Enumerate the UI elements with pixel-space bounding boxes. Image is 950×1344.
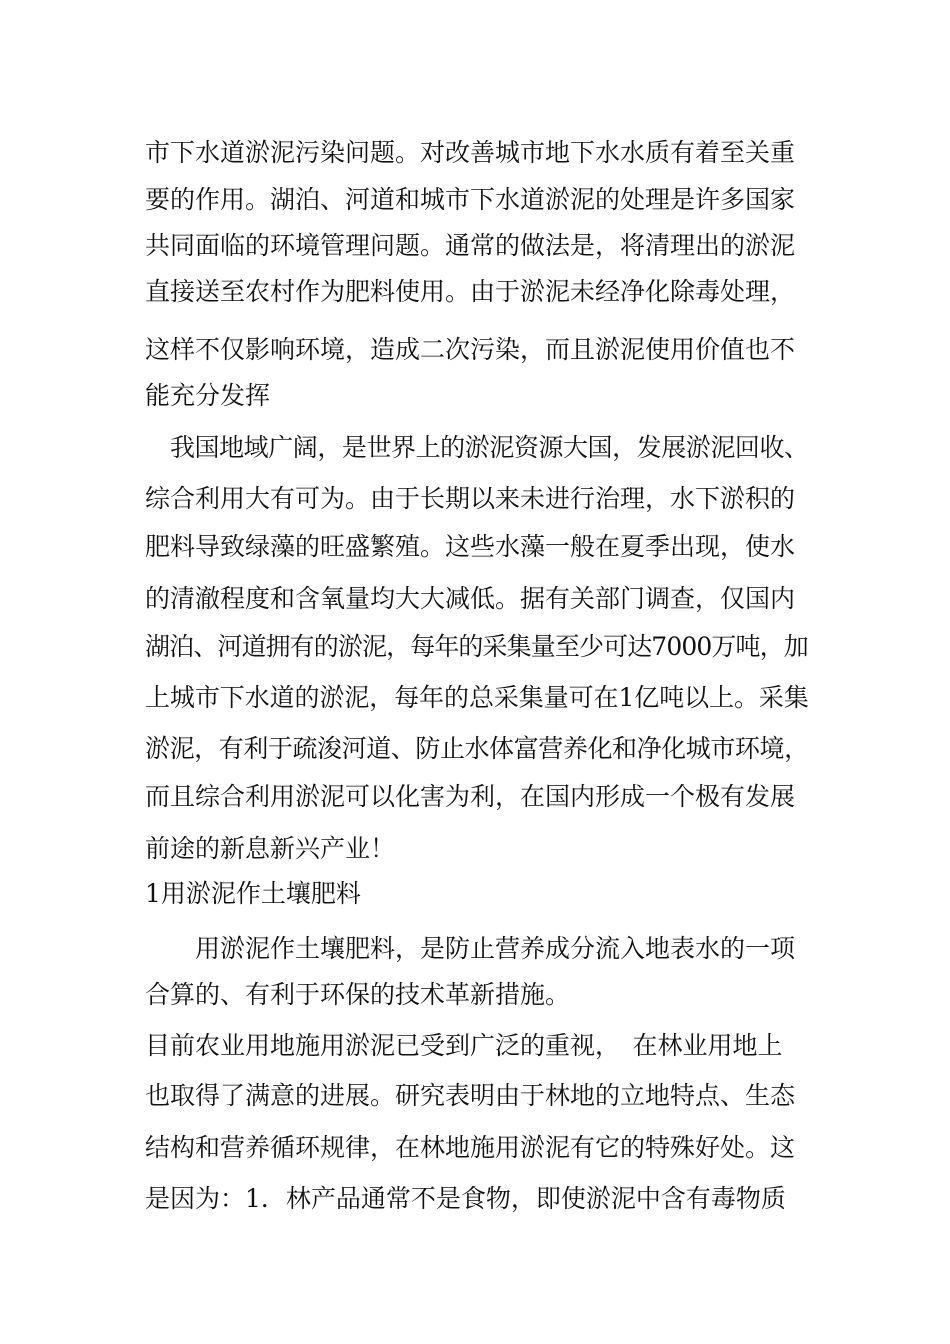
text-line: 目前农业用地施用淤泥已受到广泛的重视， 在林业用地上 <box>145 1031 783 1060</box>
text-line: 是因为：1．林产品通常不是食物，即使淤泥中含有毒物质 <box>145 1184 786 1213</box>
text-line: 上城市下水道的淤泥，每年的总采集量可在1亿吨以上。采集 <box>145 683 809 712</box>
text-line: 市下水道淤泥污染问题。对改善城市地下水水质有着至关重 <box>145 138 796 167</box>
text-line: 这样不仅影响环境，造成二次污染，而且淤泥使用价值也不 <box>145 335 796 364</box>
text-line: 而且综合利用淤泥可以化害为利，在国内形成一个极有发展 <box>145 782 796 811</box>
text-line: 直接送至农村作为肥料使用。由于淤泥未经净化除毒处理， <box>145 277 796 306</box>
text-line: 我国地域广阔，是世界上的淤泥资源大国，发展淤泥回收、 <box>170 433 809 462</box>
text-line: 用淤泥作土壤肥料，是防止营养成分流入地表水的一项 <box>195 934 796 963</box>
text-line: 前途的新息新兴产业！ <box>145 834 396 863</box>
text-line: 结构和营养循环规律，在林地施用淤泥有它的特殊好处。这 <box>145 1133 796 1162</box>
text-line: 湖泊、河道拥有的淤泥，每年的采集量至少可达7000万吨，加 <box>145 632 808 661</box>
text-line: 综合利用大有可为。由于长期以来未进行治理，水下淤积的 <box>145 484 796 513</box>
text-line: 共同面临的环境管理问题。通常的做法是，将清理出的淤泥 <box>145 231 796 260</box>
text-line: 合算的、有利于环保的技术革新措施。 <box>145 980 571 1009</box>
text-line: 要的作用。湖泊、河道和城市下水道淤泥的处理是许多国家 <box>145 185 796 214</box>
text-line: 肥料导致绿藻的旺盛繁殖。这些水藻一般在夏季出现，使水 <box>145 532 796 561</box>
text-line: 也取得了满意的进展。研究表明由于林地的立地特点、生态 <box>145 1081 796 1110</box>
text-line: 淤泥，有利于疏浚河道、防止水体富营养化和净化城市环境， <box>145 734 809 763</box>
text-line: 的清澈程度和含氧量均大大减低。据有关部门调查，仅国内 <box>145 584 796 613</box>
text-line: 能充分发挥 <box>145 381 271 410</box>
section-heading: 1用淤泥作土壤肥料 <box>145 879 361 908</box>
